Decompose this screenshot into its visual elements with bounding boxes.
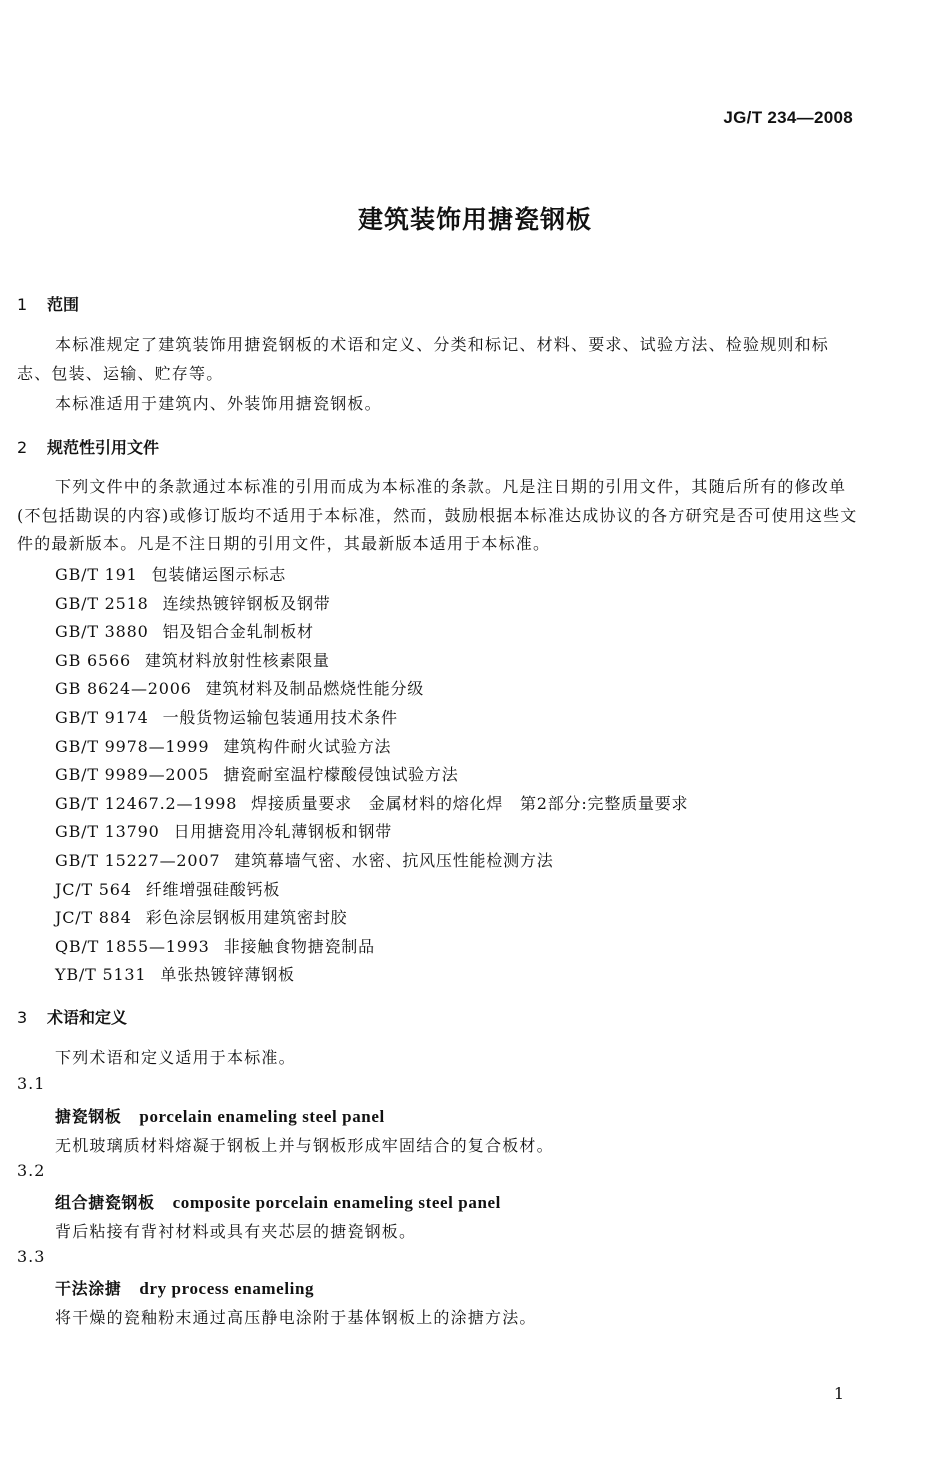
term-english: composite porcelain enameling steel panel	[172, 1193, 501, 1212]
reference-code: GB/T 2518	[55, 593, 149, 613]
section-number: 3	[17, 1008, 28, 1027]
section-title: 术语和定义	[47, 1008, 128, 1027]
reference-item	[55, 591, 331, 614]
reference-code: GB 8624—2006	[55, 679, 192, 699]
reference-title: 非接触食物搪瓷制品	[223, 936, 375, 956]
section-number: 1	[17, 295, 28, 314]
reference-code: GB/T 15227—2007	[55, 851, 221, 870]
term-entry	[55, 1276, 314, 1299]
clause-number: 3.1	[17, 1074, 46, 1093]
section-1-paragraph-2: 本标准适用于建筑内、外装饰用搪瓷钢板。	[55, 394, 382, 413]
reference-code: GB/T 9978—1999	[55, 736, 210, 756]
section-2-heading	[17, 435, 159, 458]
reference-code: YB/T 5131	[55, 965, 147, 985]
reference-title: 日用搪瓷用冷轧薄钢板和钢带	[173, 822, 392, 842]
reference-title: 连续热镀锌钢板及钢带	[162, 593, 331, 613]
reference-item	[55, 734, 391, 757]
reference-title: 铝及铝合金轧制板材	[162, 622, 314, 642]
reference-item	[55, 705, 398, 728]
term-definition: 背后粘接有背衬材料或具有夹芯层的搪瓷钢板。	[55, 1222, 417, 1241]
reference-title: 纤维增强硅酸钙板	[145, 879, 281, 899]
reference-title: 焊接质量要求 金属材料的熔化焊 第2部分:完整质量要求	[251, 793, 689, 813]
term-chinese: 组合搪瓷钢板	[55, 1193, 155, 1212]
term-chinese: 干法涂搪	[55, 1279, 122, 1298]
standard-code: JG/T 234—2008	[723, 108, 853, 127]
term-english: dry process enameling	[139, 1279, 315, 1298]
reference-code: GB/T 12467.2—1998	[55, 793, 238, 813]
reference-item	[55, 905, 347, 928]
reference-item	[55, 819, 392, 842]
reference-item	[55, 934, 375, 957]
reference-code: GB/T 9989—2005	[55, 765, 210, 785]
reference-title: 建筑材料放射性核素限量	[144, 650, 330, 670]
document-title: 建筑装饰用搪瓷钢板	[357, 205, 592, 234]
section-3-heading	[17, 1005, 127, 1028]
reference-item	[55, 791, 688, 814]
reference-item	[55, 619, 314, 642]
term-definition: 将干燥的瓷釉粉末通过高压静电涂附于基体钢板上的涂搪方法。	[55, 1308, 537, 1327]
section-title: 范围	[47, 295, 80, 314]
term-entry	[55, 1104, 385, 1127]
reference-code: GB 6566	[55, 650, 131, 670]
reference-item	[55, 848, 554, 871]
section-title: 规范性引用文件	[47, 438, 160, 457]
reference-code: JC/T 884	[55, 908, 132, 928]
term-english: porcelain enameling steel panel	[139, 1107, 385, 1126]
reference-title: 彩色涂层钢板用建筑密封胶	[145, 908, 348, 928]
reference-code: GB/T 9174	[55, 708, 149, 727]
reference-title: 包装储运图示标志	[151, 565, 287, 584]
section-1-heading	[17, 292, 79, 315]
reference-title: 建筑构件耐火试验方法	[223, 736, 392, 756]
term-definition: 无机玻璃质材料熔凝于钢板上并与钢板形成牢固结合的复合板材。	[55, 1136, 554, 1155]
reference-code: QB/T 1855—1993	[55, 936, 210, 956]
term-chinese: 搪瓷钢板	[55, 1107, 122, 1126]
reference-item	[55, 762, 459, 785]
reference-item	[55, 877, 280, 900]
reference-title: 搪瓷耐室温柠檬酸侵蚀试验方法	[223, 765, 459, 785]
reference-code: GB/T 3880	[55, 622, 149, 642]
section-number: 2	[17, 438, 28, 457]
reference-item	[55, 676, 424, 699]
reference-title: 建筑材料及制品燃烧性能分级	[205, 679, 425, 699]
section-3-intro: 下列术语和定义适用于本标准。	[55, 1048, 296, 1067]
reference-item	[55, 962, 295, 985]
clause-number: 3.2	[17, 1161, 46, 1180]
reference-title: 单张热镀锌薄钢板	[160, 965, 295, 985]
term-entry	[55, 1190, 501, 1213]
reference-title: 一般货物运输包装通用技术条件	[162, 708, 398, 727]
page-number: 1	[833, 1384, 844, 1403]
section-1-paragraph-1: 本标准规定了建筑装饰用搪瓷钢板的术语和定义、分类和标记、材料、要求、试验方法、检验规则和标志、包装、运输、贮存等。	[17, 335, 830, 383]
reference-item	[55, 562, 286, 585]
reference-code: JC/T 564	[55, 879, 132, 899]
reference-code: GB/T 191	[55, 565, 138, 584]
reference-code: GB/T 13790	[55, 822, 160, 842]
section-2-intro: 下列文件中的条款通过本标准的引用而成为本标准的条款。凡是注日期的引用文件，其随后所有的修改单(不包括勘误的内容)或修订版均不适用于本标准，然而，鼓励根据本标准达成协议的各方研究是否可使用这些文件的最新版本。凡是不注日期的引用文件，其最新版本适用于本标准。	[17, 477, 858, 554]
clause-number: 3.3	[17, 1247, 46, 1266]
reference-title: 建筑幕墙气密、水密、抗风压性能检测方法	[234, 851, 554, 870]
reference-item	[55, 648, 330, 671]
